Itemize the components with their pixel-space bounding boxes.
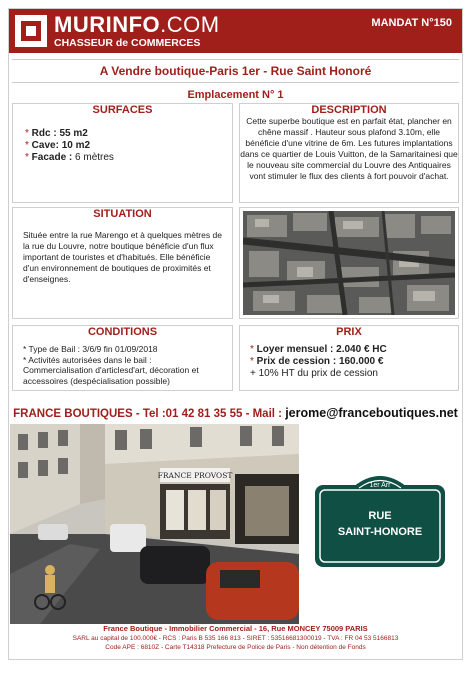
situation-text: Située entre la rue Marengo et à quelques mètres de la rue du Louvre, notre boutique bénéficie d'un flux important de touristes et d'habitués. Elle bénéficie d'un environnement de boutiques de proximités et d'enseignes. [23, 230, 222, 284]
company-name: FRANCE BOUTIQUES [13, 408, 133, 420]
aerial-map-image [243, 211, 455, 315]
contact-line [9, 406, 462, 420]
sign-arrondissement: 1er Arr [369, 482, 391, 489]
prix-title: PRIX [336, 326, 362, 338]
aerial-photo [239, 207, 459, 319]
emplacement-label: Emplacement N° 1 [187, 89, 284, 101]
footer-legal-line: SARL au capital de 100.000€ - RCS : Paris B 535 166 813 - SIRET : 53516681300019 - TVA : FR 04 53 5166813 [72, 635, 399, 642]
extra-line: + 10% HT du prix de cession [250, 368, 378, 379]
sign-line2: SAINT-HONORE [337, 526, 423, 538]
description-text: Cette superbe boutique est en parfait état, plancher en chêne massif . Hauteur sous plafond 3.10m, elle bénéficie d'une vitrine de 6m. Les futures implantations dans ce quartier de Louis Vuitton, de la Samaritainesi que le nouveau site commercial du Louvre des Antiquaires vont stimuler le flux des clients à fort pouvoir d'achat. [240, 116, 458, 181]
situation-box [12, 207, 233, 319]
street-photo [10, 424, 299, 624]
surfaces-title: SURFACES [92, 104, 153, 116]
rue-saint-honore-sign [315, 471, 445, 569]
condition-line: * Activités autorisées dans le bail : [23, 354, 152, 365]
cession-line: * Prix de cession : 160.000 € [250, 356, 384, 367]
mandat-number: MANDAT N°150 [371, 17, 452, 29]
surface-item: * Cave: 10 m2 [25, 140, 91, 151]
street-sign [315, 471, 445, 569]
footer [9, 624, 462, 652]
header-bar [9, 9, 462, 53]
surface-item: * Facade : 6 mètres [25, 152, 114, 163]
conditions-box [12, 325, 233, 391]
surfaces-box [12, 103, 233, 203]
listing-title: A Vendre boutique-Paris 1er - Rue Saint Honoré [12, 59, 459, 83]
situation-title: SITUATION [93, 208, 152, 220]
description-title: DESCRIPTION [311, 104, 387, 116]
shop-sign-text: FRANCE PROVOST [157, 471, 233, 480]
prix-box [239, 325, 459, 391]
murinfo-logo-icon [15, 15, 47, 47]
condition-line: Commercialisation d'articlesd'art, décoration et [23, 365, 199, 375]
description-box [239, 103, 459, 203]
footer-company-line: France Boutique - Immobilier Commercial - 16, Rue MONCEY 75009 PARIS [103, 624, 368, 633]
footer-ape-line: Code APE : 6810Z - Carte T14318 Prefecture de Police de Paris - Non détention de Fonds [105, 644, 366, 651]
brand-tagline: CHASSEUR de COMMERCES [54, 37, 201, 49]
loyer-line: * Loyer mensuel : 2.040 € HC [250, 344, 387, 355]
surface-item: * Rdc : 55 m2 [25, 128, 88, 139]
conditions-text [23, 344, 228, 386]
condition-line: * Type de Bail : 3/6/9 fin 01/09/2018 [23, 344, 158, 354]
contact-email[interactable]: jerome@franceboutiques.net [285, 406, 458, 420]
prix-text [250, 344, 455, 380]
conditions-title: CONDITIONS [87, 326, 158, 338]
surfaces-list [25, 128, 114, 164]
contact-phone: - Tel :01 42 81 35 55 - Mail : [132, 408, 286, 420]
sign-line1: RUE [368, 510, 392, 522]
listing-sheet [8, 8, 463, 660]
street-image [10, 424, 299, 624]
brand-name: MURINFO.COM [54, 12, 220, 37]
condition-line: accessoires (despécialisation possible) [23, 375, 170, 386]
